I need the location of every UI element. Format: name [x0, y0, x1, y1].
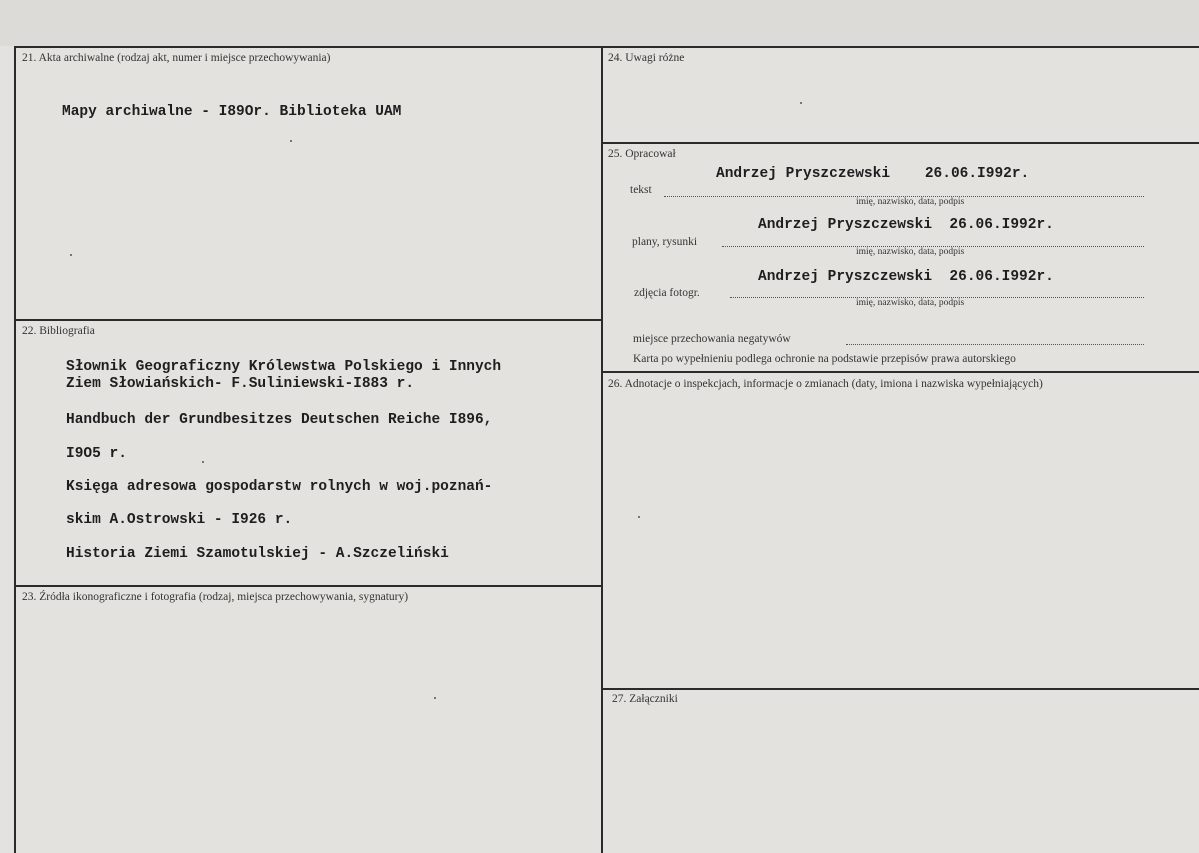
text-caption: imię, nazwisko, data, podpis	[856, 197, 965, 207]
section-21-archival-records: Mapy archiwalne - I89Or. Biblioteka UAM	[62, 104, 402, 120]
photos-author-entry: Andrzej Pryszczewski 26.06.I992r.	[758, 269, 1054, 285]
bibliography-line: Historia Ziemi Szamotulskiej - A.Szczeliński	[66, 546, 449, 562]
divider-26-27	[601, 688, 1199, 690]
bibliography-line: skim A.Ostrowski - I926 r.	[66, 512, 293, 528]
section-24-header: 24. Uwagi różne	[608, 52, 685, 64]
scan-speck	[290, 140, 292, 142]
scan-speck	[202, 461, 204, 463]
section-23-header: 23. Źródła ikonograficzne i fotografia (rodzaj, miejsca przechowywania, sygnatury)	[22, 591, 409, 603]
divider-22-23	[14, 585, 602, 587]
photos-caption: imię, nazwisko, data, podpis	[856, 298, 965, 308]
bibliography-line: I9O5 r.	[66, 446, 127, 462]
left-border	[14, 46, 16, 853]
section-22-header: 22. Bibliografia	[22, 325, 95, 337]
center-divider	[601, 46, 603, 853]
scan-speck	[434, 697, 436, 699]
bibliography-line: Ziem Słowiańskich- F.Suliniewski-I883 r.	[66, 376, 415, 392]
bibliography-line: Księga adresowa gospodarstw rolnych w woj.poznań-	[66, 479, 493, 495]
bibliography-line: Handbuch der Grundbesitzes Deutschen Reiche I896,	[66, 412, 493, 428]
top-border	[14, 46, 1199, 48]
scan-speck	[70, 254, 72, 256]
plans-label: plany, rysunki	[632, 236, 698, 248]
negatives-dotted-line	[846, 344, 1144, 345]
divider-24-25	[601, 142, 1199, 144]
copyright-note: Karta po wypełnieniu podlega ochronie na podstawie przepisów prawa autorskiego	[633, 353, 1016, 365]
text-author-entry: Andrzej Pryszczewski 26.06.I992r.	[716, 166, 1030, 182]
section-27-header: 27. Załączniki	[612, 693, 678, 705]
negatives-label: miejsce przechowania negatywów	[633, 333, 791, 345]
scan-speck	[800, 102, 802, 104]
divider-21-22	[14, 319, 602, 321]
photos-label: zdjęcia fotogr.	[634, 287, 700, 299]
plans-author-entry: Andrzej Pryszczewski 26.06.I992r.	[758, 217, 1054, 233]
text-label: tekst	[630, 184, 652, 196]
section-26-header: 26. Adnotacje o inspekcjach, informacje o zmianach (daty, imiona i nazwiska wypełniających)	[608, 378, 1043, 390]
scan-speck	[638, 516, 640, 518]
bibliography-line: Słownik Geograficzny Królewstwa Polskiego i Innych	[66, 359, 502, 375]
scan-top-band	[0, 0, 1199, 46]
section-25-header: 25. Opracował	[608, 148, 676, 160]
plans-caption: imię, nazwisko, data, podpis	[856, 247, 965, 257]
section-21-header: 21. Akta archiwalne (rodzaj akt, numer i miejsce przechowywania)	[22, 52, 331, 64]
divider-25-26	[601, 371, 1199, 373]
